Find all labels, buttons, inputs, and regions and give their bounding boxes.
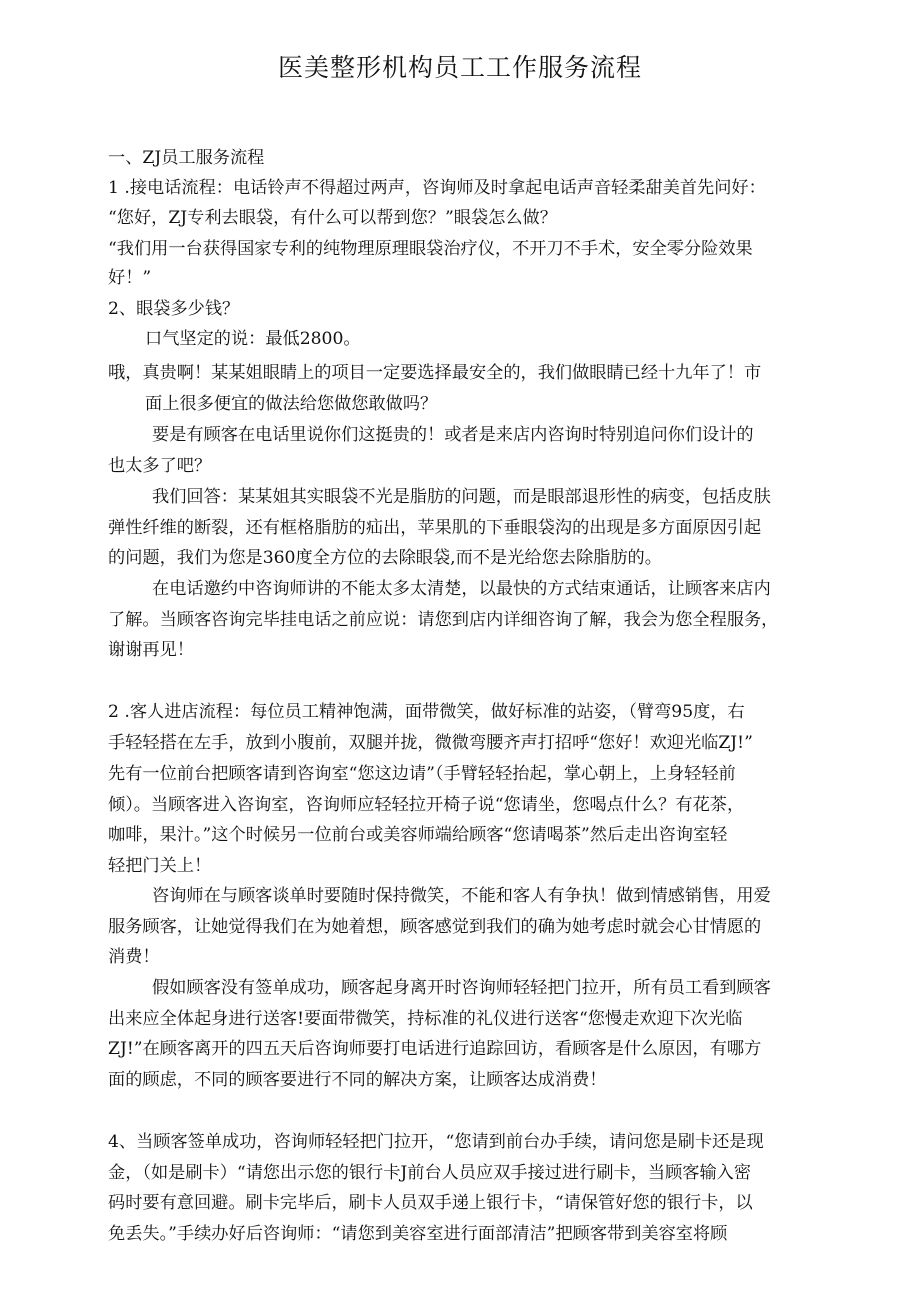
paragraph-line: 1 .接电话流程：电话铃声不得超过两声，咨询师及时拿起电话声音轻柔甜美首先问好： (108, 178, 766, 198)
paragraph-line: 2 .客人进店流程：每位员工精神饱满，面带微笑，做好标准的站姿，（臂弯95度，右 (108, 702, 745, 722)
paragraph-line: 消费！ (108, 947, 160, 967)
paragraph-line: 也太多了吧？ (108, 456, 212, 476)
paragraph-line: 要是有顾客在电话里说你们这挺贵的！或者是来店内咨询时特别追问你们设计的 (152, 425, 754, 445)
paragraph-line: 面上很多便宜的做法给您做您敢做吗？ (145, 394, 438, 414)
section-heading: 一、ZJ员工服务流程 (108, 148, 265, 168)
paragraph-line: 口气坚定的说：最低2800。 (145, 329, 361, 349)
paragraph-line: 倾）。当顾客进入咨询室，咨询师应轻轻拉开椅子说“您请坐，您喝点什么？有花茶， (108, 795, 745, 815)
paragraph-line: 出来应全体起身进行送客!要面带微笑，持标准的礼仪进行送客“您慢走欢迎下次光临 (108, 1009, 743, 1029)
paragraph-line: 轻把门关上！ (108, 856, 212, 876)
paragraph-line: 好！” (108, 268, 152, 288)
paragraph-line: 2、眼袋多少钱？ (108, 299, 240, 319)
paragraph-line: 了解。当顾客咨询完毕挂电话之前应说：请您到店内详细咨询了解，我会为您全程服务， (108, 610, 779, 630)
paragraph-line: 面的顾虑，不同的顾客要进行不同的解决方案，让顾客达成消费！ (108, 1070, 607, 1090)
paragraph-line: 咨询师在与顾客谈单时要随时保持微笑，不能和客人有争执！做到情感销售，用爱 (152, 886, 771, 906)
document-title: 医美整形机构员工工作服务流程 (277, 53, 642, 82)
paragraph-line: 金，（如是刷卡）“请您出示您的银行卡J前台人员应双手接过进行刷卡，当顾客输入密 (108, 1163, 752, 1183)
paragraph-line: 谢谢再见！ (108, 640, 194, 660)
paragraph-line: 服务顾客，让她觉得我们在为她着想，顾客感觉到我们的确为她考虑时就会心甘情愿的 (108, 917, 762, 937)
paragraph-line: 在电话邀约中咨询师讲的不能太多太清楚，以最快的方式结束通话，让顾客来店内 (152, 579, 771, 599)
paragraph-line: ZJ!”在顾客离开的四五天后咨询师要打电话进行追踪回访，看顾客是什么原因，有哪方 (108, 1039, 762, 1059)
paragraph-line: 先有一位前台把顾客请到咨询室“您这边请”（手臂轻轻抬起，掌心朝上，上身轻轻前 (108, 764, 736, 784)
paragraph-line: 免丢失。”手续办好后咨询师：“请您到美容室进行面部清洁”把顾客带到美容室将顾 (108, 1224, 728, 1244)
paragraph-line: “您好，ZJ专利去眼袋，有什么可以帮到您？”眼袋怎么做？ (108, 208, 557, 228)
paragraph-line: 弹性纤维的断裂，还有框格脂肪的疝出，苹果肌的下垂眼袋沟的出现是多方面原因引起 (108, 518, 762, 538)
paragraph-line: “我们用一台获得国家专利的纯物理原理眼袋治疗仪，不开刀不手术，安全零分险效果 (108, 239, 753, 259)
paragraph-line: 码时要有意回避。刷卡完毕后，刷卡人员双手递上银行卡，“请保管好您的银行卡，以 (108, 1193, 753, 1213)
paragraph-line: 咖啡，果汁。”这个时候另一位前台或美容师端给顾客“您请喝茶”然后走出咨询室轻 (108, 825, 728, 845)
paragraph-line: 我们回答：某某姐其实眼袋不光是脂肪的问题，而是眼部退形性的病变，包括皮肤 (152, 487, 771, 507)
paragraph-line: 哦，真贵啊！某某姐眼睛上的项目一定要选择最安全的，我们做眼睛已经十九年了！市 (108, 363, 762, 383)
paragraph-line: 手轻轻搭在左手，放到小腹前，双腿并拢，微微弯腰齐声打招呼“您好！欢迎光临ZJ!” (108, 733, 753, 753)
paragraph-line: 4、当顾客签单成功，咨询师轻轻把门拉开，“您请到前台办手续，请问您是刷卡还是现 (108, 1132, 764, 1152)
paragraph-line: 的问题，我们为您是360度全方位的去除眼袋,而不是光给您去除脂肪的。 (108, 548, 662, 568)
paragraph-line: 假如顾客没有签单成功，顾客起身离开时咨询师轻轻把门拉开，所有员工看到顾客 (152, 978, 771, 998)
